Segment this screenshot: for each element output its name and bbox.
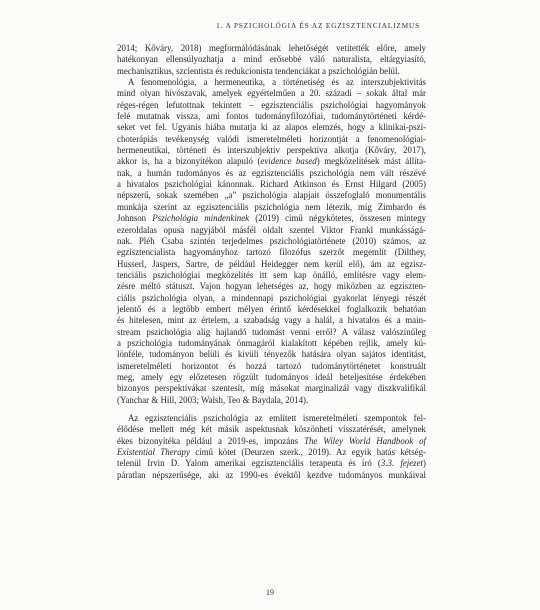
text-line: egzisztencialista hagyományhoz tartozó filozófus szerzőt megemlít (Dilthey, bbox=[117, 247, 426, 258]
text-line: zésre méltó státuszt. Vajon hogyan lehetséges az, hogy miközben az egziszten- bbox=[117, 281, 426, 292]
text-line: jelentő és a legtöbb embert mélyen érintő kérdésekkel foglalkozik behatóan bbox=[117, 303, 426, 314]
text-line: stream pszichológia alig hajlandó tudomást venni erről? A válasz valószínűleg bbox=[117, 326, 426, 337]
text-line: ékes bizonyítéka például a 2019-es, impozáns The Wiley World Handbook of bbox=[117, 435, 426, 446]
text-line: ismeretelméleti horizontot és hozzá tartozó tudománytörténetet konstruált bbox=[117, 360, 426, 371]
text-line: a pszichológia tudományának önmagáról kialakított képében rejlik, amely kü- bbox=[117, 337, 426, 348]
text-line: élődése mellett még két másik aspektusnak köszönheti visszatérését, amelynek bbox=[117, 424, 426, 435]
paragraph bbox=[117, 413, 426, 481]
page-number: 19 bbox=[266, 588, 274, 597]
text-line: népszerű, sokak szemében „a” pszichológia alapjait összefoglaló monumentális bbox=[117, 190, 426, 201]
text-line: akkor is, ha a bizonyítékon alapuló (evidence based) megközelítések mást állíta- bbox=[117, 156, 426, 167]
paragraph-gap bbox=[117, 406, 426, 413]
text-line: felé mutatnak vissza, ami fontos tudományfilozófiai, tudománytörténeti kérdé- bbox=[117, 111, 426, 122]
text-line: A fenomenológia, a hermeneutika, a történetiség és az interszubjektivitás bbox=[128, 77, 426, 88]
text-line: lönféle, tudományon belüli és kívüli tényezők hatására olyan sajátos identitást, bbox=[117, 349, 426, 360]
text-line: hatékonyan ellensúlyozhatja a mind erősebbé váló naturalista, eltárgyiasító, bbox=[117, 54, 426, 65]
italic-phrase: Pszichológia mindenkinek bbox=[152, 213, 250, 224]
italic-phrase: 3.3. fejezet bbox=[380, 458, 424, 469]
text-line: tenciális pszichológiai megközelítés itt sem kap önálló, említésre vagy elem- bbox=[117, 269, 426, 280]
paragraph bbox=[117, 43, 426, 77]
text-line: seket vet fel. Ugyanis hiába mutatja ki az alapos elemzés, hogy a klinikai-pszi- bbox=[117, 122, 426, 133]
text-line: páratlan népszerűsége, aki az 1990-es évektől kezdve tudományos munkáival bbox=[117, 469, 426, 480]
text-line: ciális pszichológia olyan, a mindennapi pszichológiai gyakorlat lényegi részét bbox=[117, 292, 426, 303]
italic-phrase: evidence based bbox=[260, 156, 317, 167]
text-line: Az egzisztenciális pszichológia az említett ismeretelméleti szempontok fel- bbox=[128, 413, 426, 423]
text-line: meg, amely egy előzetesen rögzült tudományos ideál beteljesítése érdekében bbox=[117, 371, 426, 382]
text-line: hermeneutikai, történeti és interszubjektív perspektíva alkotja (Kőváry, 2017), bbox=[117, 145, 426, 156]
text-line: choterápiás tevékenység valódi ismeretelméleti horizontját a fenomenológiai- bbox=[117, 133, 426, 144]
italic-phrase: The Wiley World Handbook of bbox=[304, 435, 426, 446]
text-line: réges-régen lefutottnak tekintett – egzisztenciális pszichológiai hagyományok bbox=[117, 99, 426, 110]
text-line: bizonyos perspektívákat szentesít, míg másokat marginalizál vagy diszkvalifikál bbox=[117, 383, 426, 394]
body-text bbox=[117, 43, 426, 481]
text-line: mechanisztikus, szcientista és redukcionista tendenciákat a pszichológián belül. bbox=[117, 65, 400, 76]
text-line: és hitelesen, mint az értelem, a szabadság vagy a halál, a hivatalos és a main- bbox=[117, 315, 426, 326]
text-line: a hivatalos pszichológiai kánonnak. Richard Atkinson és Ernst Hilgard (2005) bbox=[117, 179, 426, 190]
text-line: nak, a humán tudományos és az egzisztenciális pszichológia nem vált részévé bbox=[117, 167, 426, 178]
paragraph bbox=[117, 77, 426, 406]
text-line: Johnson Pszichológia mindenkinek (2019) című négykötetes, összesen mintegy bbox=[117, 213, 427, 224]
text-line: ezeroldalas opusa nagyjából másfél oldalt szentel Viktor Frankl munkásságá- bbox=[117, 224, 426, 235]
text-line: (Yanchar & Hill, 2003; Walsh, Teo & Baydala, 2014). bbox=[117, 394, 309, 405]
running-header: 1. A PSZICHOLÓGIA ÉS AZ EGZISZTENCIALIZMUS bbox=[216, 22, 420, 30]
text-line: nak. Pléh Csaba szintén terjedelmes pszichológiatörténete (2010) számos, az bbox=[117, 235, 426, 246]
text-line: telenül Irvin D. Yalom amerikai egzisztenciális terapeuta és író (3.3. fejezet) bbox=[117, 458, 426, 469]
text-line: Existential Therapy című kötet (Deurzen szerk., 2019). Az egyik hatás kétség- bbox=[117, 447, 426, 458]
text-line: mind olyan hívószavak, amelyek egyértelműen a 20. századi – sokak által már bbox=[117, 88, 426, 99]
text-line: Husserl, Jaspers, Sartre, de például Heidegger nem kerül elő), ám az egzisz- bbox=[117, 258, 426, 269]
text-line: munkája szerint az egzisztenciális pszichológia nem létezik, míg Zimbardo és bbox=[117, 201, 426, 212]
text-line: 2014; Kőváry, 2018) megformálódásának lehetőségét vetítették előre, amely bbox=[117, 43, 426, 53]
italic-phrase: Existential Therapy bbox=[117, 447, 190, 458]
